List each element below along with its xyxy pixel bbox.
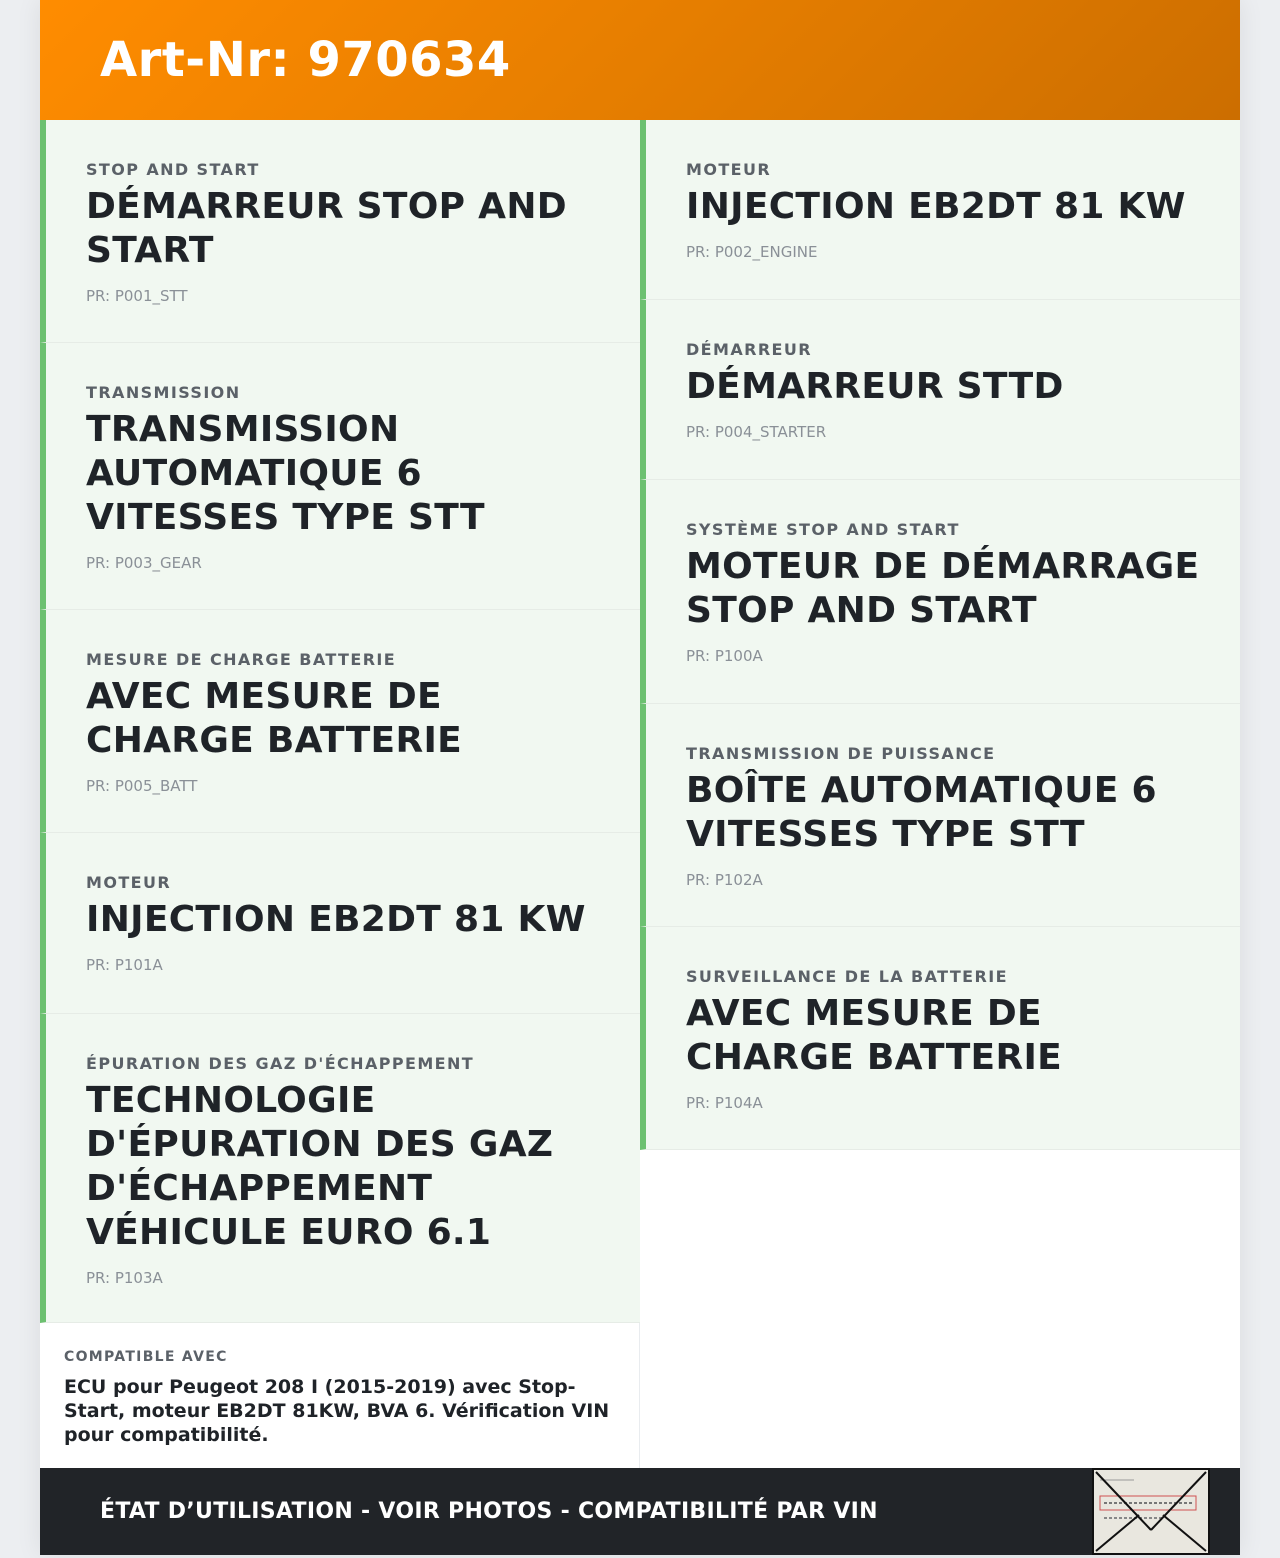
feature-title: INJECTION EB2DT 81 KW (686, 186, 1186, 227)
feature-card (40, 343, 640, 610)
feature-pr-code: PR: P004_STARTER (686, 423, 827, 441)
feature-card (640, 480, 1240, 704)
feature-card (40, 1014, 640, 1323)
left-column (40, 120, 640, 1469)
feature-title: DÉMARREUR STTD (686, 366, 1064, 407)
feature-card (40, 833, 640, 1014)
page-header (40, 0, 1240, 120)
feature-title: BOÎTE AUTOMATIQUE 6 VITESSES TYPE STT (686, 770, 1157, 855)
feature-category: TRANSMISSION DE PUISSANCE (686, 744, 996, 763)
feature-pr-code: PR: P001_STT (86, 287, 188, 305)
feature-category: SYSTÈME STOP AND START (686, 520, 960, 539)
feature-title: DÉMARREUR STOP AND START (86, 186, 567, 271)
compatibility-section (40, 1323, 640, 1469)
feature-pr-code: PR: P104A (686, 1094, 763, 1112)
vehicle-document-thumbnail-icon[interactable] (1092, 1468, 1210, 1555)
footer-text: ÉTAT D’UTILISATION - VOIR PHOTOS - COMPATIBILITÉ PAR VIN (100, 1499, 878, 1524)
feature-category: MOTEUR (86, 873, 172, 892)
feature-pr-code: PR: P102A (686, 871, 763, 889)
right-column (640, 120, 1240, 1150)
product-sheet (40, 0, 1240, 1555)
page-title: Art-Nr: 970634 (100, 32, 511, 88)
feature-columns (40, 120, 1240, 1469)
feature-card (640, 927, 1240, 1150)
feature-pr-code: PR: P101A (86, 956, 163, 974)
feature-category: TRANSMISSION (86, 383, 241, 402)
footer-bar (40, 1468, 1240, 1555)
feature-title: INJECTION EB2DT 81 KW (86, 899, 586, 940)
feature-card (40, 610, 640, 833)
feature-category: STOP AND START (86, 160, 260, 179)
feature-category: MESURE DE CHARGE BATTERIE (86, 650, 397, 669)
feature-pr-code: PR: P100A (686, 647, 763, 665)
feature-category: DÉMARREUR (686, 340, 812, 359)
feature-title: AVEC MESURE DE CHARGE BATTERIE (686, 993, 1063, 1078)
feature-title: TECHNOLOGIE D'ÉPURATION DES GAZ D'ÉCHAPPEMENT VÉHICULE EURO 6.1 (86, 1080, 554, 1253)
compatibility-text: ECU pour Peugeot 208 I (2015-2019) avec Stop-Start, moteur EB2DT 81KW, BVA 6. Vérification VIN pour compatibilité. (64, 1376, 610, 1446)
feature-category: ÉPURATION DES GAZ D'ÉCHAPPEMENT (86, 1054, 475, 1073)
feature-card (40, 120, 640, 343)
feature-category: MOTEUR (686, 160, 772, 179)
feature-title: TRANSMISSION AUTOMATIQUE 6 VITESSES TYPE STT (86, 409, 485, 538)
feature-card (640, 704, 1240, 927)
feature-pr-code: PR: P003_GEAR (86, 554, 202, 572)
feature-card (640, 300, 1240, 480)
feature-card (640, 120, 1240, 300)
feature-category: SURVEILLANCE DE LA BATTERIE (686, 967, 1008, 986)
feature-pr-code: PR: P005_BATT (86, 777, 198, 795)
feature-pr-code: PR: P002_ENGINE (686, 243, 818, 261)
feature-pr-code: PR: P103A (86, 1269, 163, 1287)
compatibility-label: COMPATIBLE AVEC (64, 1349, 228, 1365)
feature-title: MOTEUR DE DÉMARRAGE STOP AND START (686, 546, 1200, 631)
feature-title: AVEC MESURE DE CHARGE BATTERIE (86, 676, 463, 761)
